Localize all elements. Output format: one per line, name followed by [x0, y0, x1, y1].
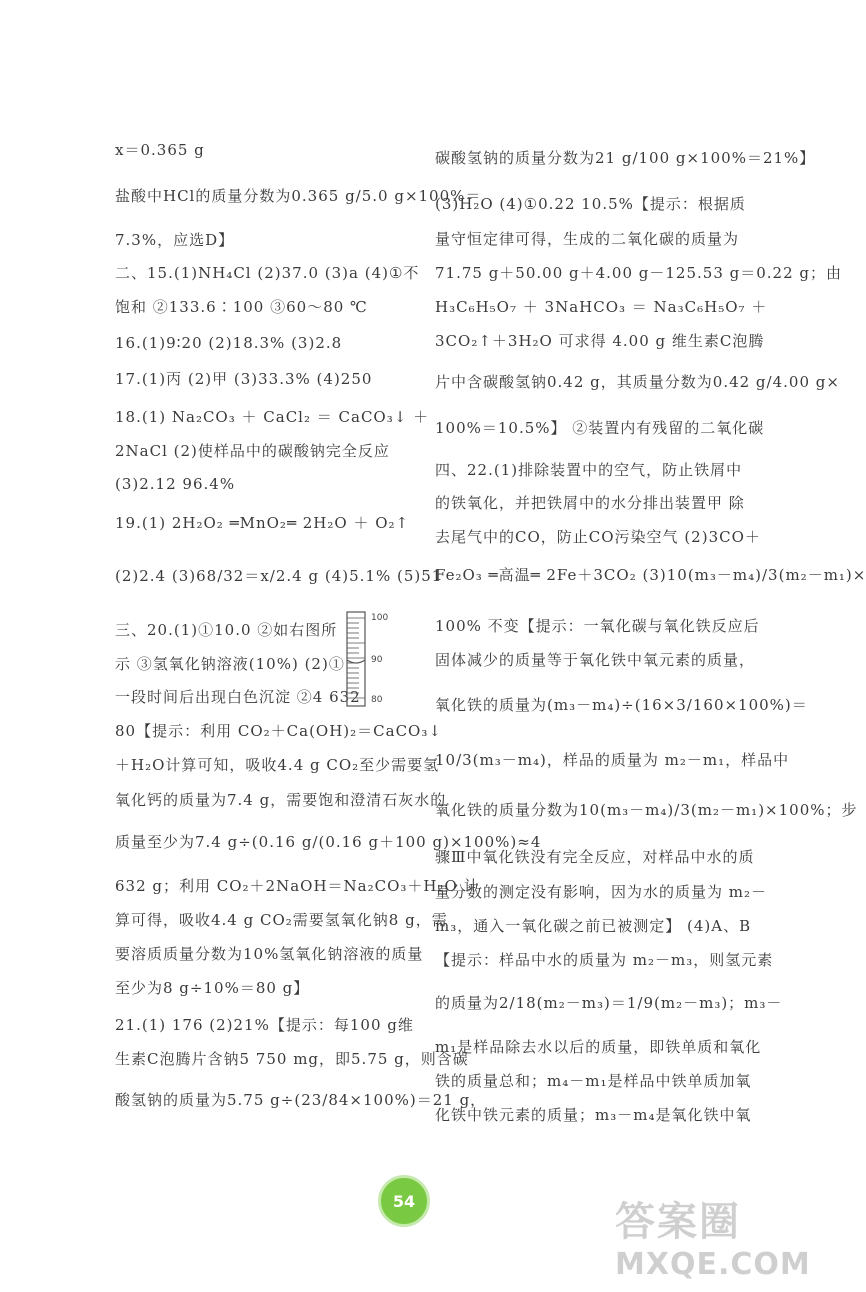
left-line: 18.(1) Na₂CO₃ ＋ CaCl₂ ＝ CaCO₃↓ ＋	[115, 408, 430, 426]
right-line: 氧化铁的质量为(m₃－m₄)÷(16×3/160×100%)＝	[435, 696, 808, 714]
left-line: 示 ③氢氧化钠溶液(10%) (2)①	[115, 655, 345, 673]
right-line: 10/3(m₃－m₄)，样品的质量为 m₂－m₁，样品中	[435, 751, 790, 769]
scale-label-bottom: 80	[371, 695, 383, 705]
right-line: 碳酸氢钠的质量分数为21 g/100 g×100%＝21%】	[435, 149, 816, 167]
left-line: ＋H₂O计算可知，吸收4.4 g CO₂至少需要氢	[115, 756, 440, 774]
right-line: 化铁中铁元素的质量；m₃－m₄是氧化铁中氧	[435, 1106, 752, 1124]
right-line: 量分数的测定没有影响，因为水的质量为 m₂－	[435, 883, 768, 901]
scale-label-top: 100	[371, 613, 389, 623]
watermark-logo	[615, 1190, 811, 1290]
left-line: 80【提示：利用 CO₂＋Ca(OH)₂＝CaCO₃↓	[115, 722, 442, 740]
right-line: 去尾气中的CO，防止CO污染空气 (2)3CO＋	[435, 528, 761, 546]
right-line: 固体减少的质量等于氧化铁中氧元素的质量，	[435, 651, 756, 669]
right-line: m₃，通入一氧化碳之前已被测定】 (4)A、B	[435, 917, 752, 935]
left-line: 要溶质质量分数为10%氢氧化钠溶液的质量	[115, 945, 424, 963]
right-line: 3CO₂↑＋3H₂O 可求得 4.00 g 维生素C泡腾	[435, 332, 765, 350]
right-line: 100%＝10.5%】 ②装置内有残留的二氧化碳	[435, 419, 765, 437]
left-line: (3)2.12 96.4%	[115, 475, 236, 493]
graduated-cylinder-figure	[345, 610, 390, 708]
right-line: 100% 不变【提示：一氧化碳与氧化铁反应后	[435, 617, 760, 635]
right-line: 71.75 g＋50.00 g＋4.00 g－125.53 g＝0.22 g；由	[435, 264, 843, 282]
right-line: 量守恒定律可得，生成的二氧化碳的质量为	[435, 230, 740, 248]
left-line: 二、15.(1)NH₄Cl (2)37.0 (3)a (4)①不	[115, 264, 420, 282]
left-line: 7.3%，应选D】	[115, 231, 235, 249]
left-line: 三、20.(1)①10.0 ②如右图所	[115, 621, 338, 639]
left-line: 2NaCl (2)使样品中的碳酸钠完全反应	[115, 442, 390, 460]
left-line: 氧化钙的质量为7.4 g，需要饱和澄清石灰水的	[115, 791, 447, 809]
right-line: 四、22.(1)排除装置中的空气，防止铁屑中	[435, 461, 743, 479]
right-line: 骤Ⅲ中氧化铁没有完全反应，对样品中水的质	[435, 848, 755, 866]
watermark-bottom-text: MXQE.COM	[615, 1247, 811, 1282]
left-line: 一段时间后出现白色沉淀 ②4 632	[115, 688, 361, 706]
page-number: 54	[378, 1175, 430, 1227]
left-line: 19.(1) 2H₂O₂ ═MnO₂═ 2H₂O ＋ O₂↑	[115, 514, 410, 532]
right-line: 片中含碳酸氢钠0.42 g，其质量分数为0.42 g/4.00 g×	[435, 373, 840, 391]
left-line: 饱和 ②133.6∶100 ③60～80 ℃	[115, 298, 368, 316]
left-line: 生素C泡腾片含钠5 750 mg，即5.75 g，则含碳	[115, 1050, 469, 1068]
right-line: H₃C₆H₅O₇ ＋ 3NaHCO₃ ＝ Na₃C₆H₅O₇ ＋	[435, 298, 768, 316]
scale-label-mid: 90	[371, 655, 383, 665]
left-line: 632 g；利用 CO₂＋2NaOH＝Na₂CO₃＋H₂O 计	[115, 877, 480, 895]
right-line: 的质量为2/18(m₂－m₃)＝1/9(m₂－m₃)；m₃－	[435, 994, 783, 1012]
right-line: m₁是样品除去水以后的质量，即铁单质和氧化	[435, 1038, 762, 1056]
left-line: 至少为8 g÷10%＝80 g】	[115, 979, 310, 997]
watermark-top-text: 答案圈	[615, 1199, 741, 1245]
right-line: 铁的质量总和；m₄－m₁是样品中铁单质加氧	[435, 1072, 752, 1090]
left-line: 16.(1)9∶20 (2)18.3% (3)2.8	[115, 334, 343, 352]
left-line: 质量至少为7.4 g÷(0.16 g/(0.16 g＋100 g)×100%)≈4	[115, 833, 542, 851]
left-line: 21.(1) 176 (2)21%【提示：每100 g维	[115, 1016, 414, 1034]
left-line: 17.(1)丙 (2)甲 (3)33.3% (4)250	[115, 370, 373, 388]
right-line: 【提示：样品中水的质量为 m₂－m₃，则氢元素	[435, 951, 774, 969]
left-line: 盐酸中HCl的质量分数为0.365 g/5.0 g×100%＝	[115, 187, 482, 205]
right-line: Fe₂O₃ ═高温═ 2Fe＋3CO₂ (3)10(m₃－m₄)/3(m₂－m₁)×	[435, 566, 866, 584]
left-line: (2)2.4 (3)68/32＝x/2.4 g (4)5.1% (5)51	[115, 567, 443, 585]
left-line: 算可得，吸收4.4 g CO₂需要氢氧化钠8 g，需	[115, 911, 448, 929]
left-line: 酸氢钠的质量为5.75 g÷(23/84×100%)＝21 g，	[115, 1091, 487, 1109]
right-line: (3)H₂O (4)①0.22 10.5%【提示：根据质	[435, 195, 746, 213]
left-line: x＝0.365 g	[115, 141, 205, 159]
right-line: 的铁氧化，并把铁屑中的水分排出装置甲 除	[435, 494, 745, 512]
right-line: 氧化铁的质量分数为10(m₃－m₄)/3(m₂－m₁)×100%；步	[435, 801, 858, 819]
